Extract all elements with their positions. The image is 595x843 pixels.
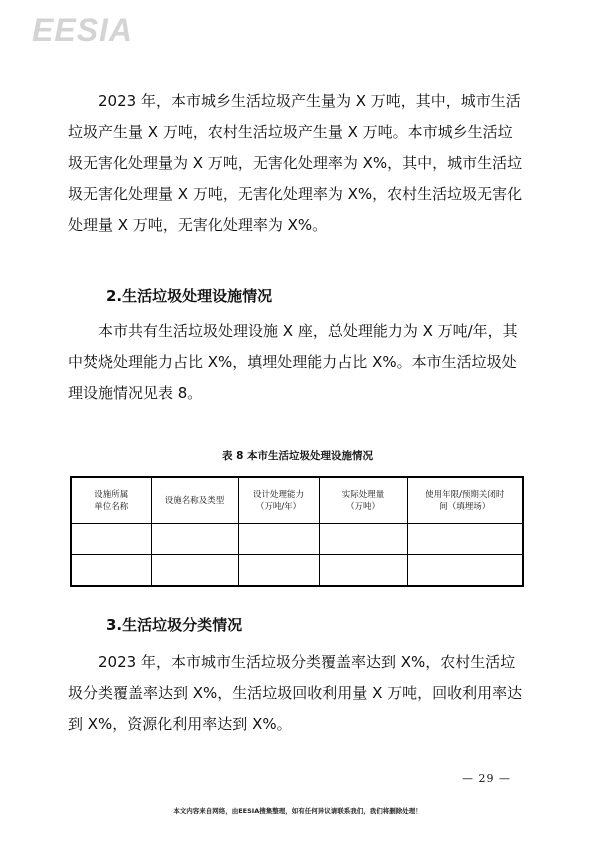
paragraph-line: 理设施情况见表 8。 xyxy=(68,384,203,402)
paragraph-line: 处理量 X 万吨，无害化处理率为 X%。 xyxy=(68,216,328,234)
page-number: — 29 — xyxy=(462,772,511,785)
section-heading-facilities: 2.生活垃圾处理设施情况 xyxy=(106,287,273,305)
classification-paragraph xyxy=(68,647,530,740)
col-header-actual-volume: 实际处理量 （万吨） xyxy=(319,477,407,524)
paragraph-line: 垃圾产生量 X 万吨，农村生活垃圾产生量 X 万吨。本市城乡生活垃 xyxy=(68,123,513,141)
table-header-row xyxy=(71,477,523,524)
table-cell xyxy=(71,555,151,587)
paragraph-line: 到 X%，资源化利用率达到 X%。 xyxy=(68,715,292,733)
paragraph-line: 本市共有生活垃圾处理设施 X 座，总处理能力为 X 万吨/年，其 xyxy=(98,322,518,340)
table-cell xyxy=(319,524,407,555)
section-heading-classification: 3.生活垃圾分类情况 xyxy=(106,616,243,634)
paragraph-line: 圾无害化处理量 X 万吨，无害化处理率为 X%，农村生活垃圾无害化 xyxy=(68,185,523,203)
facilities-table xyxy=(70,476,524,587)
intro-paragraph xyxy=(68,86,530,241)
table-cell xyxy=(71,524,151,555)
table-title: 表 8 本市生活垃圾处理设施情况 xyxy=(221,450,374,462)
paragraph-line: 圾分类覆盖率达到 X%，生活垃圾回收利用量 X 万吨，回收利用率达 xyxy=(68,684,523,702)
footer-disclaimer: 本文内容来自网络，由EESIA搜集整理，如有任何异议请联系我们，我们将删除处理！ xyxy=(173,807,422,815)
facilities-paragraph xyxy=(68,316,530,409)
table-cell xyxy=(151,524,238,555)
col-header-facility-name: 设施名称及类型 xyxy=(151,477,238,524)
paragraph-line: 2023 年，本市城乡生活垃圾产生量为 X 万吨，其中，城市生活 xyxy=(98,92,521,110)
eesia-logo: EESIA xyxy=(32,12,134,48)
paragraph-line: 圾无害化处理量为 X 万吨，无害化处理率为 X%，其中，城市生活垃 xyxy=(68,154,523,172)
table-row xyxy=(71,524,523,555)
table-cell xyxy=(407,524,523,555)
table-cell xyxy=(151,555,238,587)
col-header-unit: 设施所属 单位名称 xyxy=(71,477,151,524)
col-header-design-capacity: 设计处理能力 （万吨/年） xyxy=(238,477,319,524)
table-cell xyxy=(319,555,407,587)
paragraph-line: 2023 年，本市城市生活垃圾分类覆盖率达到 X%，农村生活垃 xyxy=(98,653,516,671)
table-row xyxy=(71,555,523,587)
table-cell xyxy=(407,555,523,587)
table-cell xyxy=(238,555,319,587)
table-cell xyxy=(238,524,319,555)
col-header-service-life: 使用年限/预期关闭时 间（填埋场） xyxy=(407,477,523,524)
paragraph-line: 中焚烧处理能力占比 X%，填埋处理能力占比 X%。本市生活垃圾处 xyxy=(68,353,517,371)
